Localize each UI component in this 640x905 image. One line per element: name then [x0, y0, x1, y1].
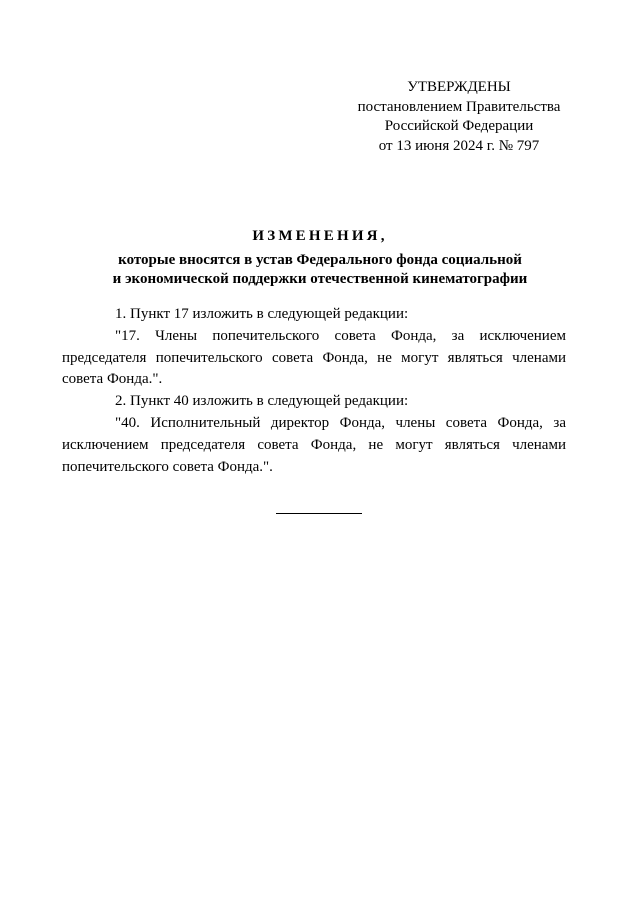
approval-line-3: от 13 июня 2024 г. № 797	[378, 137, 540, 154]
approval-heading: УТВЕРЖДЕНЫ	[407, 79, 511, 95]
end-divider	[276, 513, 362, 514]
approval-line-2: Российской Федерации	[384, 118, 534, 134]
approval-line-1: постановлением Правительства	[357, 98, 561, 115]
subtitle-line-1: которые вносятся в устав Федерального фонда социальной	[118, 252, 522, 268]
approval-block	[340, 78, 578, 156]
paragraph-item-1-text: "17. Члены попечительского совета Фонда, за исключением председателя попечительского совета Фонда, не могут являться членами совета Фонда.".	[62, 327, 566, 388]
paragraph-item-1: 1. Пункт 17 изложить в следующей редакции:	[115, 306, 409, 322]
subtitle-line-2: и экономической поддержки отечественной кинематографии	[112, 270, 528, 287]
paragraph-item-2-text: "40. Исполнительный директор Фонда, члены совета Фонда, за исключением председателя совета Фонда, не могут являться членами попечительского совета Фонда.".	[62, 414, 566, 475]
document-title: ИЗМЕНЕНИЯ,	[252, 228, 388, 244]
document-body	[62, 304, 566, 478]
document-subtitle	[62, 251, 578, 288]
paragraph-item-2: 2. Пункт 40 изложить в следующей редакции:	[115, 393, 409, 410]
